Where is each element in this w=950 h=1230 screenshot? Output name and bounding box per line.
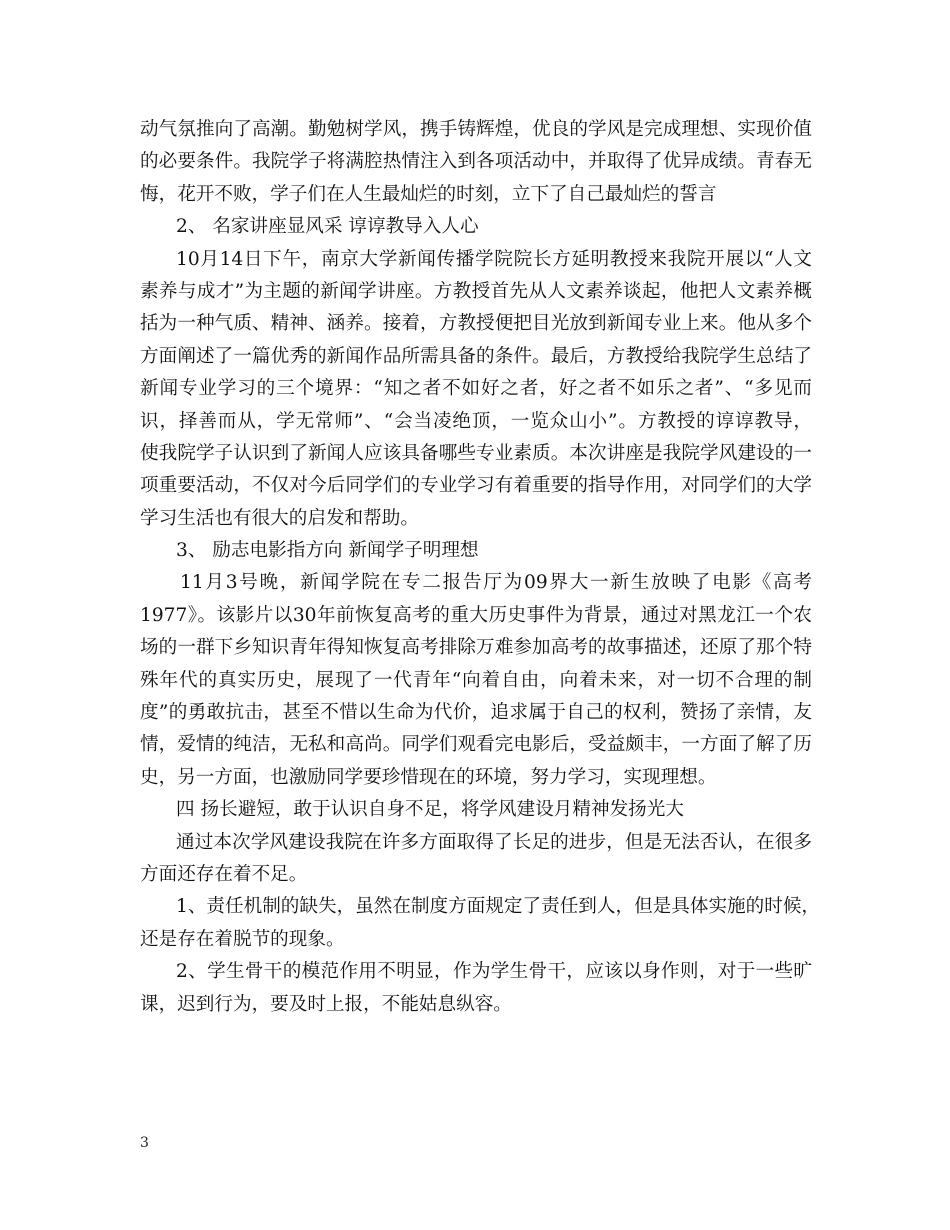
text-line: 识，择善而从，学无常师”、“会当凌绝顶，一览众山小”。方教授的谆谆教导， bbox=[140, 410, 812, 432]
text-line: 情，爱情的纯洁，无私和高尚。同学们观看完电影后，受益颇丰，一方面了解了历 bbox=[140, 734, 812, 756]
document-body bbox=[140, 114, 821, 1021]
text-line: 括为一种气质、精神、涵养。接着，方教授便把目光放到新闻专业上来。他从多个 bbox=[140, 313, 812, 335]
text-line: 殊年代的真实历史，展现了一代青年“向着自由，向着未来，对一切不合理的制 bbox=[140, 669, 812, 691]
text-line: 使我院学子认识到了新闻人应该具备哪些专业素质。本次讲座是我院学风建设的一 bbox=[140, 442, 812, 464]
text-line: 课，迟到行为，要及时上报，不能姑息纵容。 bbox=[140, 993, 512, 1015]
text-line: 通过本次学风建设我院在许多方面取得了长足的进步，但是无法否认，在很多 bbox=[176, 831, 812, 853]
text-line: 的必要条件。我院学子将满腔热情注入到各项活动中，并取得了优异成绩。青春无 bbox=[140, 151, 812, 173]
text-line: 场的一群下乡知识青年得知恢复高考排除万难参加高考的故事描述，还原了那个特 bbox=[140, 637, 812, 659]
text-line: 3、 励志电影指方向 新闻学子明理想 bbox=[176, 540, 479, 562]
text-line: 2、 名家讲座显风采 谆谆教导入人心 bbox=[176, 216, 479, 238]
text-line: 10月14日下午，南京大学新闻传播学院院长方延明教授来我院开展以“人文 bbox=[176, 248, 812, 270]
text-line: 方面还存在着不足。 bbox=[140, 863, 308, 885]
text-line: 四 扬长避短，敢于认识自身不足，将学风建设月精神发扬光大 bbox=[176, 799, 684, 821]
text-line: 悔，花开不败，学子们在人生最灿烂的时刻，立下了自己最灿烂的誓言 bbox=[140, 183, 717, 205]
text-line: 2、学生骨干的模范作用不明显，作为学生骨干，应该以身作则，对于一些旷 bbox=[176, 961, 812, 983]
text-line: 1977》。该影片以30年前恢复高考的重大历史事件为背景，通过对黑龙江一个农 bbox=[140, 604, 812, 626]
text-line: 1、责任机制的缺失，虽然在制度方面规定了责任到人，但是具体实施的时候， bbox=[176, 896, 821, 918]
text-line: 项重要活动，不仅对今后同学们的专业学习有着重要的指导作用，对同学们的大学 bbox=[140, 475, 812, 497]
text-line: 史，另一方面，也激励同学要珍惜现在的环境，努力学习，实现理想。 bbox=[140, 766, 717, 788]
page-number: 3 bbox=[140, 1135, 149, 1151]
text-line: 新闻专业学习的三个境界：“知之者不如好之者，好之者不如乐之者”、“多见而 bbox=[140, 378, 812, 400]
text-line: 还是存在着脱节的现象。 bbox=[140, 928, 345, 950]
text-line: 素养与成才”为主题的新闻学讲座。方教授首先从人文素养谈起，他把人文素养概 bbox=[140, 280, 812, 302]
text-line: 度”的勇敢抗击，甚至不惜以生命为代价，追求属于自己的权利，赞扬了亲情，友 bbox=[140, 702, 812, 724]
text-line: 学习生活也有很大的启发和帮助。 bbox=[140, 507, 419, 529]
text-line: 动气氛推向了高潮。勤勉树学风，携手铸辉煌，优良的学风是完成理想、实现价值 bbox=[140, 119, 812, 140]
text-line: 方面阐述了一篇优秀的新闻作品所需具备的条件。最后，方教授给我院学生总结了 bbox=[140, 345, 812, 367]
text-line: 11月3号晚，新闻学院在专二报告厅为09界大一新生放映了电影《高考 bbox=[180, 572, 812, 594]
